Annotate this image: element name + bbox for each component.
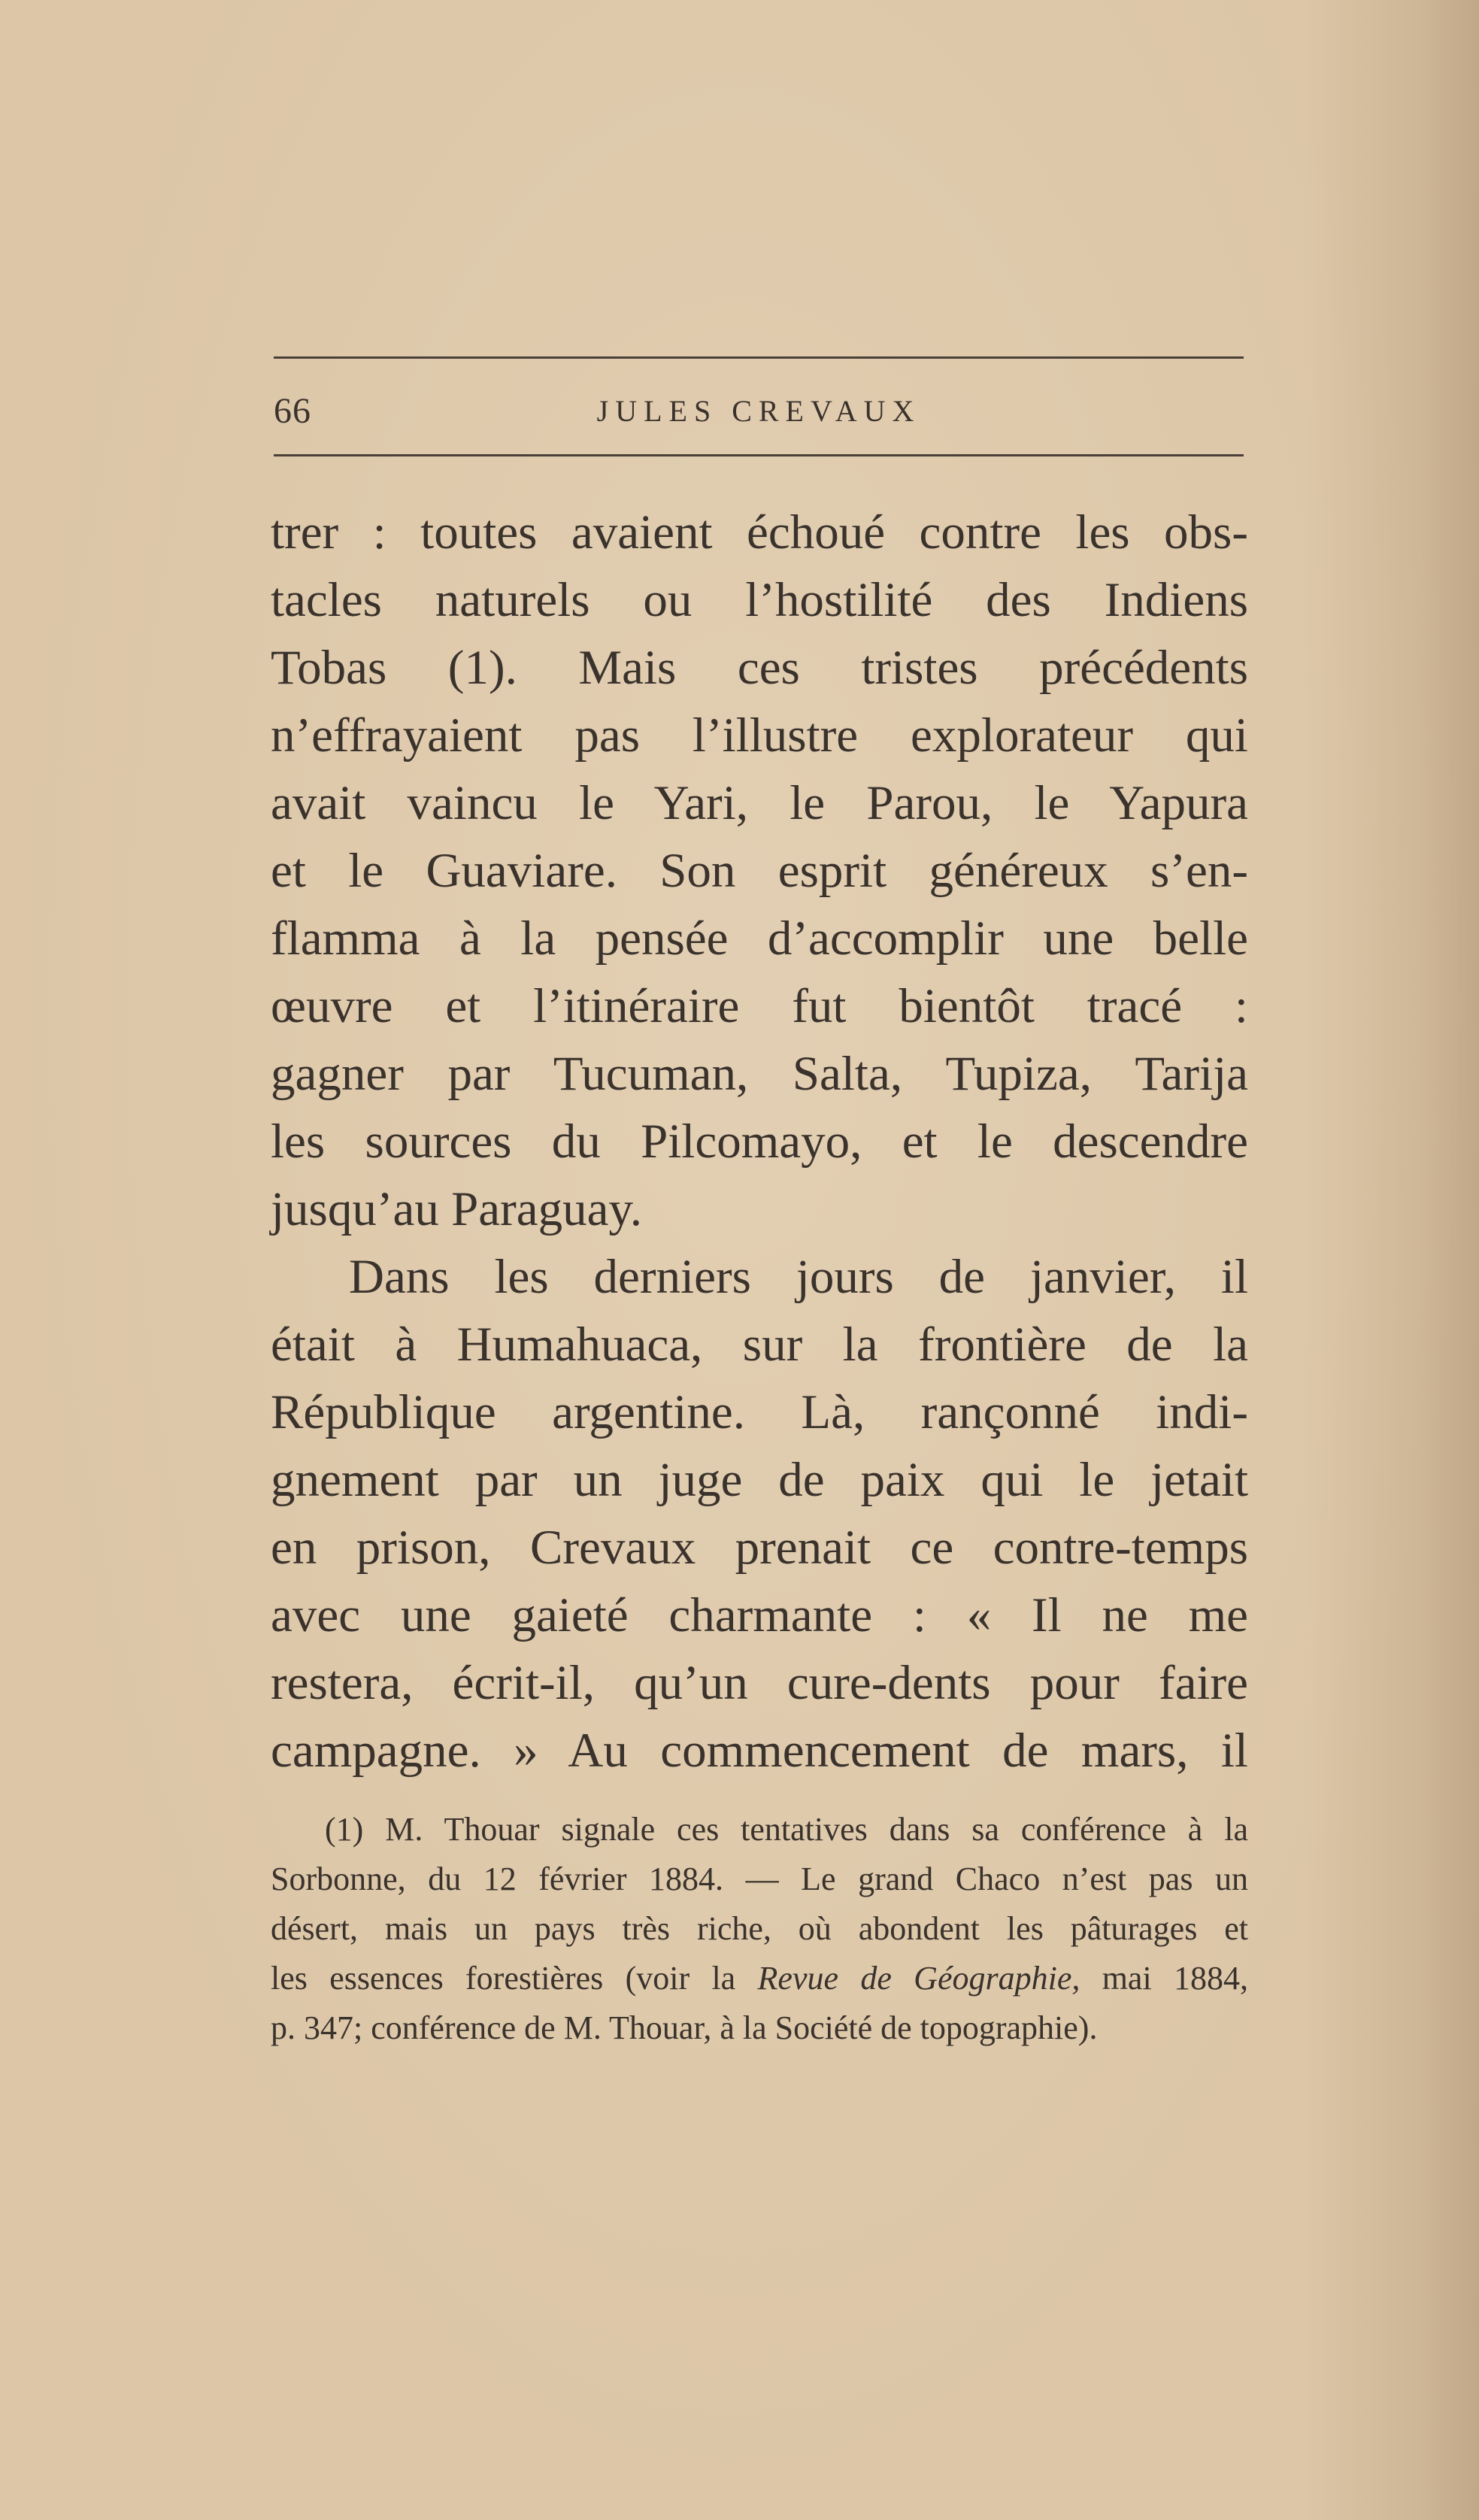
footnote-text: mai 1884,	[1080, 1960, 1249, 1997]
footnote-line-with-citation	[271, 1954, 1248, 2003]
page-number: 66	[274, 391, 311, 431]
footnote	[271, 1805, 1248, 2053]
text-line: n’effrayaient pas l’illustre explorateur qui	[271, 708, 1248, 763]
text-line: trer : toutes avaient échoué contre les obs-	[271, 505, 1248, 559]
footnote-line: désert, mais un pays très riche, où abondent les pâturages et	[271, 1910, 1248, 1947]
header-rule-bottom	[274, 454, 1244, 456]
text-line: avec une gaieté charmante : « Il ne me	[271, 1588, 1248, 1642]
text-line: et le Guaviare. Son esprit généreux s’en-	[271, 844, 1248, 898]
text-line: République argentine. Là, rançonné indi-	[271, 1385, 1248, 1439]
journal-title: Revue de Géographie,	[757, 1960, 1080, 1997]
text-line: gagner par Tucuman, Salta, Tupiza, Tarija	[271, 1047, 1248, 1101]
footnote-text: les essences forestières (voir la	[271, 1960, 758, 1997]
text-line: œuvre et l’itinéraire fut bientôt tracé :	[271, 979, 1248, 1033]
text-line: flamma à la pensée d’accomplir une belle	[271, 911, 1248, 966]
text-line: tacles naturels ou l’hostilité des Indiens	[271, 573, 1248, 627]
footnote-line: p. 347; conférence de M. Thouar, à la Société de topographie).	[271, 2009, 1098, 2046]
text-line: gnement par un juge de paix qui le jetait	[271, 1453, 1248, 1507]
running-title: JULES CREVAUX	[596, 394, 921, 428]
text-line: avait vaincu le Yari, le Parou, le Yapura	[271, 776, 1248, 830]
footnote-line: (1) M. Thouar signale ces tentatives dans sa conférence à la	[325, 1811, 1248, 1848]
text-line: restera, écrit-il, qu’un cure-dents pour faire	[271, 1656, 1248, 1710]
text-line: campagne. » Au commencement de mars, il	[271, 1724, 1248, 1778]
text-line: était à Humahuaca, sur la frontière de la	[271, 1318, 1248, 1372]
footnote-line: Sorbonne, du 12 février 1884. — Le grand Chaco n’est pas un	[271, 1860, 1248, 1897]
body-text	[271, 499, 1248, 1785]
text-line: Dans les derniers jours de janvier, il	[349, 1250, 1248, 1304]
running-head	[274, 385, 1244, 438]
text-line: les sources du Pilcomayo, et le descendre	[271, 1114, 1248, 1169]
text-line: en prison, Crevaux prenait ce contre-temps	[271, 1521, 1248, 1575]
text-line: Tobas (1). Mais ces tristes précédents	[271, 641, 1248, 695]
text-line: jusqu’au Paraguay.	[271, 1182, 642, 1236]
header-rule-top	[274, 356, 1244, 359]
